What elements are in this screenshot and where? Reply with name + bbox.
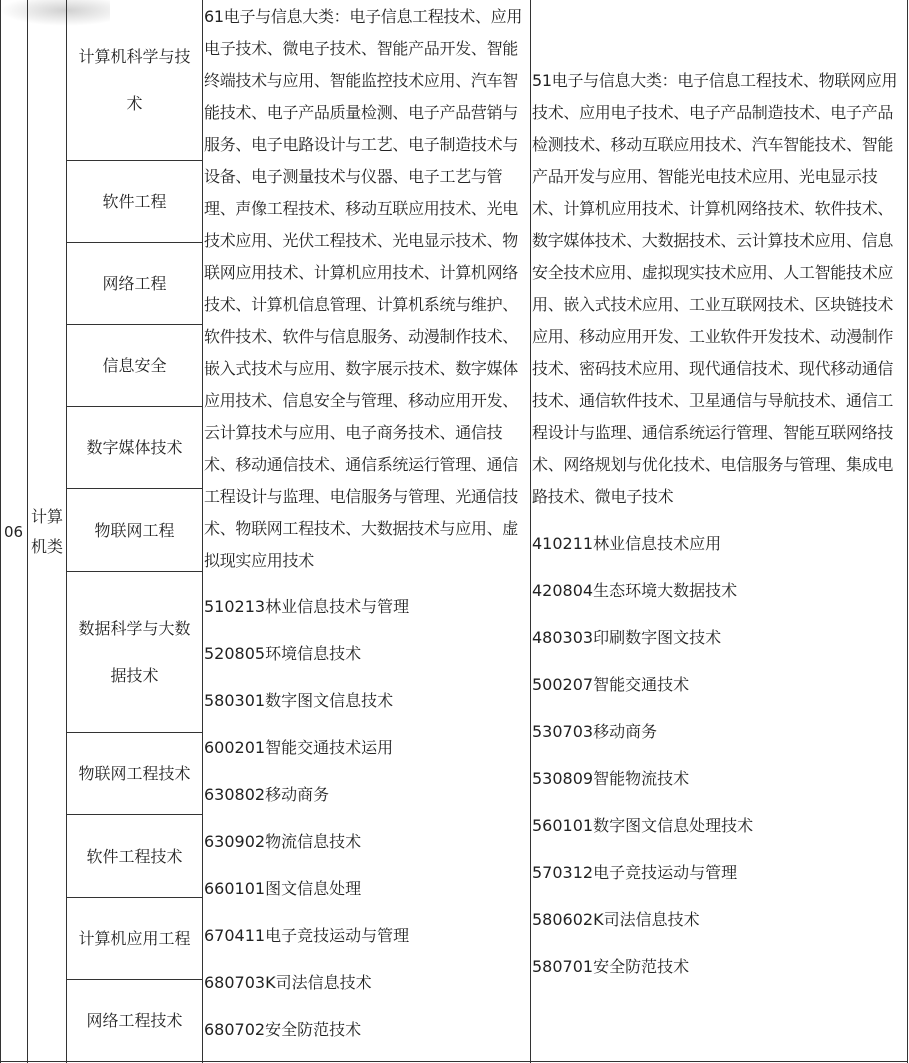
category-name: 计算机类 bbox=[31, 506, 64, 556]
table-border-bottom bbox=[0, 1061, 908, 1062]
major-cell bbox=[67, 489, 202, 571]
list-item: 410211林业信息技术应用 bbox=[532, 534, 722, 553]
related-majors-paragraph: 51电子与信息大类：电子信息工程技术、物联网应用技术、应用电子技术、电子产品制造技术、电子产品检测技术、移动互联应用技术、汽车智能技术、智能产品开发与应用、智能光电技术应用、光电显示技术、计算机应用技术、计算机网络技术、软件技术、数字媒体技术、大数据技术、云计算技术应用、信息安全技术应用、虚拟现实技术应用、人工智能技术应用、嵌入式技术应用、工业互联网技术、区块链技术应用、移动应用开发、工业软件开发技术、动漫制作技术、密码技术应用、现代通信技术、现代移动通信技术、通信软件技术、卫星通信与导航技术、通信工程设计与监理、通信系统运行管理、智能互联网络技术、网络规划与优化技术、电信服务与管理、集成电路技术、微电子技术 bbox=[532, 71, 898, 506]
list-item: 530809智能物流技术 bbox=[532, 769, 690, 788]
list-item: 510213林业信息技术与管理 bbox=[204, 597, 410, 616]
list-item: 630802移动商务 bbox=[204, 785, 330, 804]
list-item: 660101图文信息处理 bbox=[204, 879, 362, 898]
major-cell bbox=[67, 161, 202, 242]
major-name: 数据科学与大数据技术 bbox=[78, 619, 191, 685]
related-majors-paragraph: 61电子与信息大类：电子信息工程技术、应用电子技术、微电子技术、智能产品开发、智能终端技术与应用、智能监控技术应用、汽车智能技术、电子产品质量检测、电子产品营销与服务、电子电路设计与工艺、电子制造技术与设备、电子测量技术与仪器、电子工艺与管理、声像工程技术、移动互联应用技术、光电技术应用、光伏工程技术、光电显示技术、物联网应用技术、计算机应用技术、计算机网络技术、计算机信息管理、计算机系统与维护、软件技术、软件与信息服务、动漫制作技术、嵌入式技术与应用、数字展示技术、数字媒体应用技术、信息安全与管理、移动应用开发、云计算技术与应用、电子商务技术、通信技术、移动通信技术、通信系统运行管理、通信工程设计与监理、电信服务与管理、光通信技术、物联网工程技术、大数据技术与应用、虚拟现实应用技术 bbox=[204, 7, 523, 570]
related-majors-list bbox=[204, 583, 409, 1053]
major-cell bbox=[67, 733, 202, 814]
list-item: 580301数字图文信息技术 bbox=[204, 691, 394, 710]
column-divider bbox=[530, 0, 531, 1063]
major-name: 计算机科学与技术 bbox=[78, 47, 191, 113]
major-name: 物联网工程 bbox=[94, 520, 175, 540]
major-name: 网络工程技术 bbox=[86, 1011, 183, 1030]
major-cell bbox=[67, 898, 202, 979]
major-cell bbox=[67, 243, 202, 324]
related-majors-list bbox=[532, 520, 753, 990]
category-code: 06 bbox=[3, 522, 24, 541]
list-item: 680703K司法信息技术 bbox=[204, 973, 372, 992]
list-item: 580602K司法信息技术 bbox=[532, 910, 700, 929]
list-item: 680702安全防范技术 bbox=[204, 1020, 362, 1039]
list-item: 520805环境信息技术 bbox=[204, 644, 362, 663]
list-item: 630902物流信息技术 bbox=[204, 832, 362, 851]
list-item: 570312电子竞技运动与管理 bbox=[532, 863, 738, 882]
major-cell bbox=[67, 980, 202, 1061]
major-name: 软件工程技术 bbox=[86, 846, 183, 866]
list-item: 530703移动商务 bbox=[532, 722, 658, 741]
list-item: 500207智能交通技术 bbox=[532, 675, 690, 694]
major-name: 网络工程 bbox=[102, 274, 167, 293]
list-item: 580701安全防范技术 bbox=[532, 957, 690, 976]
column-divider bbox=[202, 0, 203, 1063]
major-cell bbox=[67, 407, 202, 488]
major-name: 计算机应用工程 bbox=[78, 929, 191, 948]
major-cell bbox=[67, 572, 202, 732]
list-item: 480303印刷数字图文技术 bbox=[532, 628, 722, 647]
major-cell bbox=[67, 325, 202, 406]
list-item: 560101数字图文信息处理技术 bbox=[532, 816, 754, 835]
major-name: 信息安全 bbox=[102, 356, 167, 375]
major-name: 软件工程 bbox=[102, 192, 167, 211]
major-name: 数字媒体技术 bbox=[86, 438, 183, 457]
category-name-cell bbox=[28, 0, 66, 1063]
list-item: 420804生态环境大数据技术 bbox=[532, 581, 738, 600]
major-name: 物联网工程技术 bbox=[78, 764, 191, 783]
list-item: 600201智能交通技术运用 bbox=[204, 738, 394, 757]
major-cell bbox=[67, 0, 202, 160]
major-cell bbox=[67, 815, 202, 897]
list-item: 670411电子竞技运动与管理 bbox=[204, 926, 410, 945]
